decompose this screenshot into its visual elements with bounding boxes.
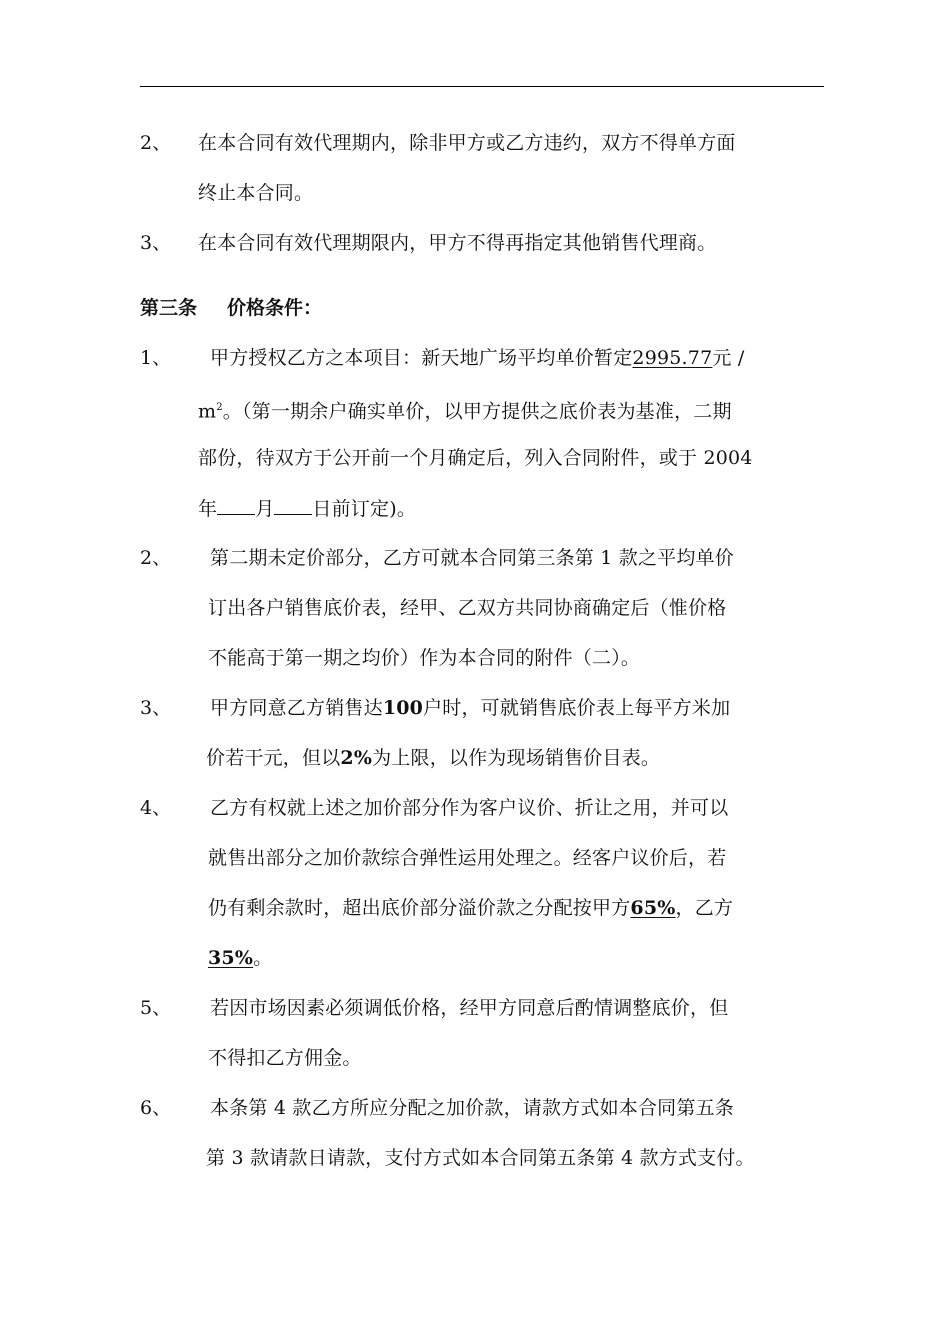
- item-number: 3、: [140, 697, 172, 719]
- blank-month: [217, 496, 255, 515]
- paragraph-line: [206, 746, 660, 770]
- paragraph-line: 在本合同有效代理期内，除非甲方或乙方违约，双方不得单方面: [198, 132, 736, 154]
- text-run: 日前订定)。: [312, 498, 417, 520]
- sales-count: 100: [382, 697, 424, 719]
- text-run: ，乙方: [675, 897, 734, 919]
- text-run: 。: [253, 947, 273, 969]
- item-number: 2、: [140, 132, 172, 154]
- text-run: 。（第一期余户确实单价，以甲方提供之底价表为基准，二期: [222, 400, 732, 423]
- text-run: 户时，可就销售底价表上每平方米加: [423, 697, 731, 719]
- paragraph-line: [210, 696, 730, 720]
- text-run: m: [198, 400, 217, 423]
- item-number: 1、: [140, 347, 172, 369]
- superscript: 2: [216, 402, 223, 413]
- paragraph-line: [198, 496, 416, 521]
- paragraph-line: 在本合同有效代理期限内，甲方不得再指定其他销售代理商。: [198, 232, 717, 254]
- paragraph-line: 就售出部分之加价款综合弹性运用处理之。经客户议价后，若: [208, 847, 727, 869]
- text-run: 元 /: [712, 347, 745, 369]
- section-title: 价格条件：: [227, 297, 323, 319]
- text-run: 甲方授权乙方之本项目：新天地广场平均单价暂定: [210, 347, 633, 369]
- paragraph-line: 终止本合同。: [198, 182, 314, 204]
- text-run: 仍有剩余款时，超出底价部分溢价款之分配按甲方: [208, 897, 631, 919]
- text-run: 年: [198, 498, 218, 520]
- paragraph-line: [198, 396, 732, 423]
- paragraph-line: 订出各户销售底价表，经甲、乙双方共同协商确定后（惟价格: [208, 597, 727, 619]
- paragraph-line: 不得扣乙方佣金。: [208, 1047, 362, 1069]
- item-number: 5、: [140, 997, 172, 1019]
- paragraph-line: 第二期未定价部分，乙方可就本合同第三条第 1 款之平均单价: [210, 547, 734, 569]
- item-number: 3、: [140, 232, 172, 254]
- item-number: 4、: [140, 797, 172, 819]
- text-run: 为上限，以作为现场销售价目表。: [372, 747, 661, 769]
- paragraph-line: [210, 346, 744, 370]
- paragraph-line: 本条第 4 款乙方所应分配之加价款，请款方式如本合同第五条: [210, 1097, 734, 1119]
- paragraph-line: 若因市场因素必须调低价格，经甲方同意后酌情调整底价，但: [210, 997, 729, 1019]
- unit-price: 2995.77: [632, 347, 713, 369]
- paragraph-line: 部份，待双方于公开前一个月确定后，列入合同附件，或于 2004: [198, 447, 753, 469]
- paragraph-line: [208, 896, 733, 920]
- section-heading: [140, 296, 322, 320]
- markup-limit: 2%: [340, 747, 373, 769]
- blank-day: [274, 496, 312, 515]
- paragraph-line: [208, 946, 272, 970]
- text-run: 甲方同意乙方销售达: [210, 697, 383, 719]
- header-rule: [140, 86, 824, 87]
- text-run: 价若干元，但以: [206, 747, 341, 769]
- paragraph-line: 第 3 款请款日请款，支付方式如本合同第五条第 4 款方式支付。: [206, 1147, 755, 1169]
- item-number: 6、: [140, 1097, 172, 1119]
- paragraph-line: 乙方有权就上述之加价部分作为客户议价、折让之用，并可以: [210, 797, 729, 819]
- section-number: 第三条: [140, 297, 198, 319]
- paragraph-line: 不能高于第一期之均价）作为本合同的附件（二）。: [208, 647, 641, 669]
- item-number: 2、: [140, 547, 172, 569]
- party-b-share: 35%: [208, 947, 254, 969]
- party-a-share: 65%: [630, 897, 676, 919]
- text-run: 月: [255, 498, 275, 520]
